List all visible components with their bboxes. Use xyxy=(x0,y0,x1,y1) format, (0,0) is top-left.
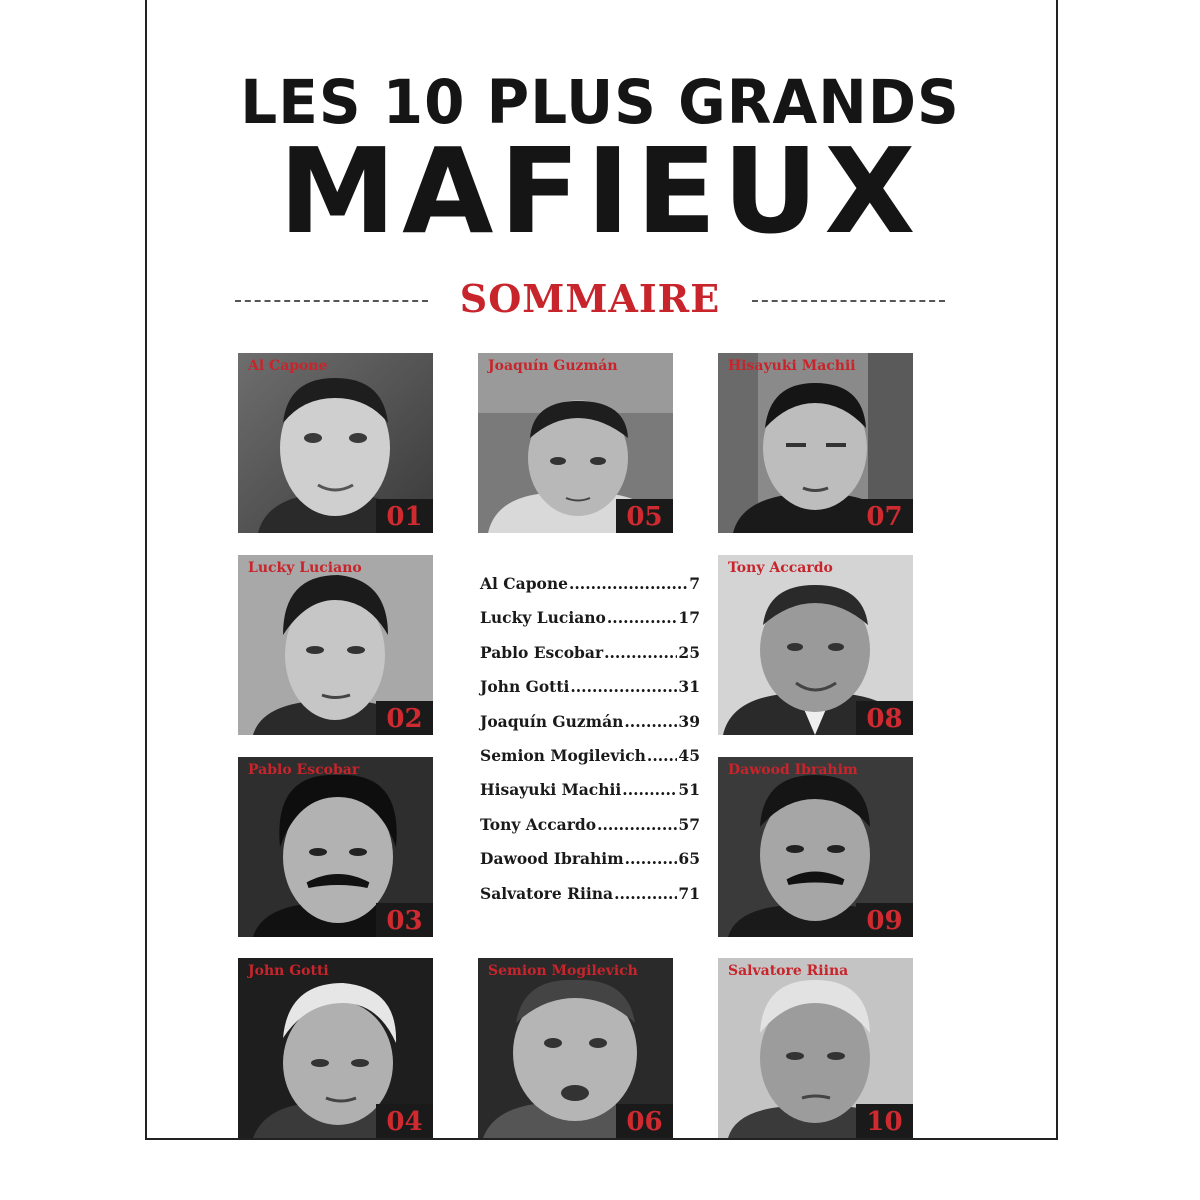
toc-page: 39 xyxy=(678,711,700,731)
card-name: Salvatore Riina xyxy=(728,963,849,979)
toc-name: Hisayuki Machii xyxy=(480,780,622,800)
toc-entry xyxy=(480,884,700,918)
dot-leader xyxy=(569,574,688,593)
dot-leader xyxy=(604,643,677,662)
toc-page: 71 xyxy=(678,883,700,903)
toc-entry xyxy=(480,815,700,849)
toc-name: Al Capone xyxy=(480,574,568,593)
dot-leader xyxy=(647,746,678,765)
profile-card xyxy=(718,555,913,735)
profile-card xyxy=(718,353,913,533)
toc-entry xyxy=(480,780,700,814)
table-of-contents xyxy=(480,574,700,918)
card-number: 08 xyxy=(856,701,913,735)
toc-page: 17 xyxy=(678,608,700,628)
toc-page: 31 xyxy=(678,677,700,697)
toc-entry xyxy=(480,608,700,642)
profile-card xyxy=(238,757,433,937)
dot-leader xyxy=(624,712,677,731)
toc-name: Joaquín Guzmán xyxy=(480,711,624,731)
profile-card xyxy=(238,958,433,1138)
profile-card xyxy=(478,958,673,1138)
toc-name: Tony Accardo xyxy=(480,814,597,834)
card-name: Lucky Luciano xyxy=(248,560,362,576)
section-title: SOMMAIRE xyxy=(459,276,721,321)
dot-leader xyxy=(625,849,678,868)
toc-name: Lucky Luciano xyxy=(480,608,606,628)
card-number: 05 xyxy=(616,499,673,533)
card-name: Al Capone xyxy=(248,358,328,374)
card-name: Dawood Ibrahim xyxy=(728,762,858,778)
toc-page: 57 xyxy=(678,814,700,834)
card-name: Semion Mogilevich xyxy=(488,963,638,979)
card-number: 06 xyxy=(616,1104,673,1138)
dot-leader xyxy=(607,608,678,627)
toc-entry xyxy=(480,712,700,746)
card-number: 10 xyxy=(856,1104,913,1138)
toc-entry xyxy=(480,574,700,608)
profile-card xyxy=(478,353,673,533)
card-number: 07 xyxy=(856,499,913,533)
toc-page: 7 xyxy=(689,574,700,593)
card-name: Tony Accardo xyxy=(728,560,833,576)
card-name: Hisayuki Machii xyxy=(728,358,856,374)
toc-name: Semion Mogilevich xyxy=(480,745,646,765)
card-name: Pablo Escobar xyxy=(248,762,360,778)
toc-name: Pablo Escobar xyxy=(480,642,604,662)
toc-name: Dawood Ibrahim xyxy=(480,849,624,869)
card-number: 01 xyxy=(376,499,433,533)
card-number: 04 xyxy=(376,1104,433,1138)
dot-leader xyxy=(570,677,677,696)
dot-leader xyxy=(614,884,677,903)
toc-name: Salvatore Riina xyxy=(480,883,614,903)
toc-page: 51 xyxy=(678,780,700,800)
title-line-2: MAFIEUX xyxy=(278,122,922,260)
toc-entry xyxy=(480,849,700,883)
profile-card xyxy=(718,958,913,1138)
dashed-divider-right xyxy=(752,300,945,302)
card-number: 02 xyxy=(376,701,433,735)
toc-entry xyxy=(480,677,700,711)
card-name: Joaquín Guzmán xyxy=(488,358,618,374)
title-line-1: LES 10 PLUS GRANDS xyxy=(240,66,960,138)
dot-leader xyxy=(597,815,677,834)
toc-entry xyxy=(480,643,700,677)
toc-page: 25 xyxy=(678,642,700,662)
profile-card xyxy=(238,555,433,735)
card-number: 09 xyxy=(856,903,913,937)
section-header xyxy=(235,276,945,326)
card-name: John Gotti xyxy=(248,963,329,979)
card-number: 03 xyxy=(376,903,433,937)
toc-name: John Gotti xyxy=(480,677,570,697)
toc-entry xyxy=(480,746,700,780)
toc-page: 65 xyxy=(678,849,700,869)
profile-card xyxy=(238,353,433,533)
dot-leader xyxy=(622,780,677,799)
toc-page: 45 xyxy=(678,745,700,765)
profile-card xyxy=(718,757,913,937)
